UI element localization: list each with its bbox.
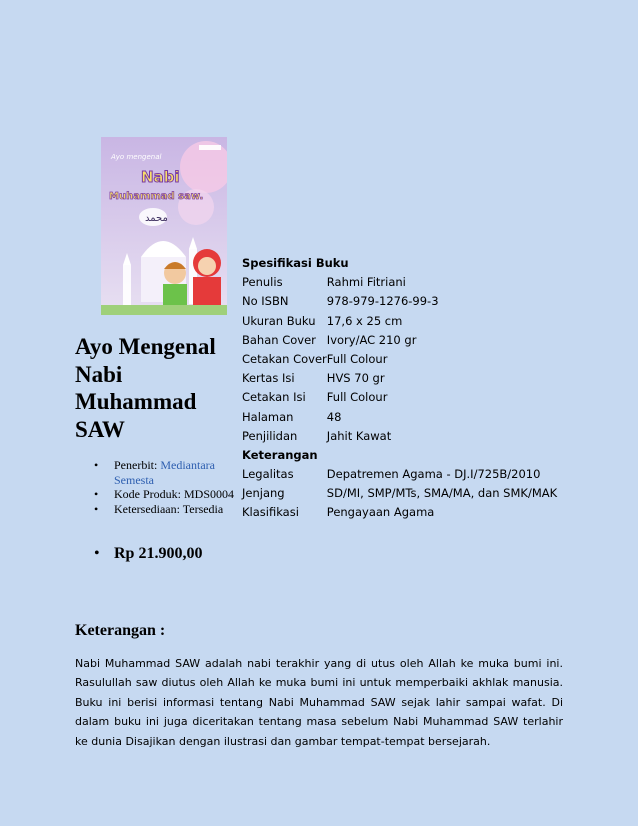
- spec-header-label: Spesifikasi Buku: [242, 256, 349, 270]
- book-title: Ayo Mengenal Nabi Muhammad SAW: [75, 334, 216, 442]
- spec-value: 17,6 x 25 cm: [326, 313, 403, 328]
- spec-key: No ISBN: [242, 294, 289, 309]
- price-value: Rp 21.900,00: [114, 545, 203, 562]
- spec-value: Ivory/AC 210 gr: [326, 332, 417, 347]
- publisher-item: [94, 458, 244, 487]
- spec-value: Full Colour: [326, 351, 388, 366]
- svg-text:Muhammad saw.: Muhammad saw.: [109, 191, 204, 202]
- spec-value: Jahit Kawat: [326, 428, 392, 443]
- spec-value: SD/MI, SMP/MTs, SMA/MA, dan SMK/MAK: [326, 486, 558, 501]
- spec-key: Ukuran Buku: [242, 313, 316, 328]
- spec-value: Full Colour: [326, 390, 388, 405]
- description-text: Nabi Muhammad SAW adalah nabi terakhir yang di utus oleh Allah ke muka bumi ini. Rasulullah saw diutus oleh Allah ke muka bumi ini untuk memperbaiki akhlak manusia. Buku ini berisi informasi tentang Nabi Muhammad SAW sejak lahir sampai wafat. Di dalam buku ini juga diceritakan tentang masa sebelum Nabi Muhammad SAW terlahir ke dunia Disajikan dengan ilustrasi dan gambar tempat-tempat bersejarah.: [75, 657, 563, 748]
- svg-text:Nabi: Nabi: [141, 168, 180, 186]
- spec-row: [242, 352, 557, 371]
- spec-table: [242, 256, 557, 525]
- spec-key: Jenjang: [242, 486, 285, 501]
- spec-key: Klasifikasi: [242, 505, 299, 520]
- spec-key: Penjilidan: [242, 428, 298, 443]
- spec-row: [242, 371, 557, 390]
- svg-text:Ayo mengenal: Ayo mengenal: [111, 153, 162, 161]
- spec-header: [242, 256, 557, 275]
- spec-value: Rahmi Fitriani: [326, 275, 406, 290]
- availability-item: • Ketersediaan: Tersedia: [94, 502, 244, 517]
- spec-key: Kertas Isi: [242, 371, 295, 386]
- spec-row: [242, 314, 557, 333]
- spec-value: 978-979-1276-99-3: [326, 294, 439, 309]
- spec-subheader: [242, 448, 557, 467]
- book-cover-image: [101, 137, 227, 315]
- description-heading: Keterangan :: [75, 622, 166, 639]
- spec-row: [242, 505, 557, 524]
- spec-row: [242, 333, 557, 352]
- price: [94, 545, 202, 563]
- publisher-link[interactable]: Mediantara Semesta: [114, 458, 215, 487]
- spec-value: 48: [326, 409, 342, 424]
- spec-key: Cetakan Isi: [242, 390, 306, 405]
- spec-row: [242, 410, 557, 429]
- spec-row: [242, 390, 557, 409]
- svg-text:محمد: محمد: [145, 213, 168, 224]
- spec-value: Depatremen Agama - DJ.I/725B/2010: [326, 467, 541, 482]
- spec-row: [242, 429, 557, 448]
- spec-key: Legalitas: [242, 467, 294, 482]
- publisher-label: Penerbit:: [114, 458, 161, 472]
- spec-row: [242, 275, 557, 294]
- spec-key: Bahan Cover: [242, 332, 316, 347]
- spec-row: [242, 294, 557, 313]
- spec-row: [242, 467, 557, 486]
- spec-key: Cetakan Cover: [242, 351, 327, 366]
- book-info-list: [94, 458, 244, 516]
- spec-value: HVS 70 gr: [326, 371, 385, 386]
- spec-subheader-label: Keterangan: [242, 447, 318, 462]
- product-code-item: • Kode Produk: MDS0004: [94, 487, 244, 502]
- spec-value: Pengayaan Agama: [326, 505, 435, 520]
- spec-key: Penulis: [242, 275, 283, 290]
- spec-key: Halaman: [242, 409, 294, 424]
- spec-row: [242, 486, 557, 505]
